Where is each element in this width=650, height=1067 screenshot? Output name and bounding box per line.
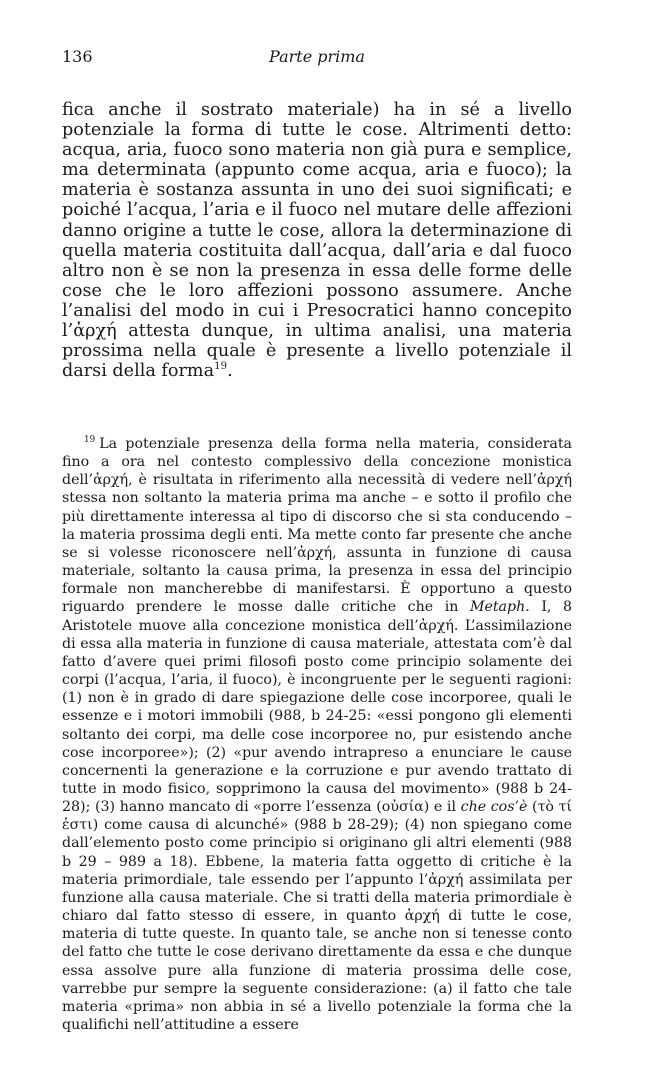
footnote-text-part-1: La potenziale presenza della forma nella materia, considerata fino a ora nel contesto complessivo della concezione monistica dell’ἀρχή, è risultata in riferimento alla necessità di vedere nell’ἀρχή stessa non soltanto la materia prima ma anche – e sotto il profilo che più direttamente interessa al tipo di discorso che si sta conducendo – la materia prossima degli enti. Ma mette conto far presente che anche se si volesse riconoscere nell’ἀρχή, assunta in funzione di causa materiale, soltanto la causa prima, la presenza in essa del principio formale non mancherebbe di manifestarsi. È opportuno a questo riguardo prendere le mosse dalle critiche che in — [62, 436, 572, 616]
page-header — [62, 47, 572, 69]
work-title: Metaph. — [469, 599, 530, 616]
footnote-19 — [62, 435, 572, 1034]
footnote-reference: 19 — [214, 361, 228, 373]
footnote-number: 19 — [84, 435, 96, 446]
footnote-text-part-2: I, 8 Aristotele muove alla concezione monistica dell’ἀρχή. L’assimilazione di essa alla materia in funzione di causa materiale, attestata com’è dal fatto d’avere quei primi filosofi posto come principio solamente dei corpi (l’acqua, l’aria, il fuoco), è incongruente per le seguenti ragioni: (1) non è in grado di dare spiegazione delle cose incorporee, quali le essenze e i motori immobili (988, b 24-25: «essi pongono gli elementi soltanto dei corpi, ma delle cose incorporee no, pur esistendo anche cose incorporee»); (2) «pur avendo intrapreso a enunciare le cause concernenti la generazione e la corruzione e pur avendo trattato di tutte in modo fisico, sopprimono la causa del movimento» (988 b 24-28); (3) hanno mancato di «porre l’essenza (οὐσία) e il — [62, 599, 573, 816]
page-number: 136 — [62, 47, 93, 66]
running-head: Parte prima — [269, 47, 365, 66]
body-text: fica anche il sostrato materiale) ha in sé a livello potenziale la forma di tutte le cose. Altrimenti detto: acqua, aria, fuoco sono materia non già pura e semplice, ma determinata (appunto come acqua, aria e fuoco); la materia è sostanza assunta in uno dei suoi significati; e poiché l’acqua, l’aria e il fuoco nel mutare delle affezioni danno origine a tutte le cose, allora la determinazione di quella materia costituita dall’acqua, dall’aria e dal fuoco altro non è se non la presenza in essa delle forme delle cose che le loro affezioni possono assumere. Anche l’analisi del modo in cui i Presocratici hanno concepito l’ἀρχή attesta dunque, in ultima analisi, una materia prossima nella quale è presente a livello potenziale il darsi della forma — [62, 100, 572, 382]
book-page — [62, 0, 572, 1067]
footnote-text-part-3: (τὸ τί ἐστι) come causa di alcunché» (988 b 28-29); (4) non spiegano come dall’elemento posto come principio si originano gli altri elementi (988 b 29 – 989 a 18). Ebbene, la materia fatta oggetto di critiche è la materia primordiale, tale essendo per l’appunto l’ἀρχή assimilata per funzione alla causa materiale. Che si tratti della materia primordiale è chiaro dal fatto stesso di essere, in quanto ἀρχή di tutte le cose, materia di tutte queste. In quanto tale, se anche non si tenesse conto del fatto che tutte le cose derivano direttamente da essa e che dunque essa assolve pure alla funzione di materia prossima delle cose, varrebbe pur sempre la seguente considerazione: (a) il fatto che tale materia «prima» non abbia in sé a livello potenziale la forma che la qualifichi nell’attitudine a essere — [62, 799, 572, 1033]
body-paragraph: fica anche il sostrato materiale) ha in sé a livello potenziale la forma di tutte le cose. Altrimenti detto: acqua, aria, fuoco sono materia non già pura e semplice, ma determinata (appunto come acqua, aria e fuoco); la materia è sostanza assunta in uno dei suoi significati; e poiché l’acqua, l’aria e il fuoco nel mutare delle affezioni danno origine a tutte le cose, allora la determinazione di quella materia costituita dall’acqua, dall’aria e dal fuoco altro non è se non la presenza in essa delle forme delle cose che le loro affezioni possono assumere. Anche l’analisi del modo in cui i Presocratici hanno concepito l’ἀρχή attesta dunque, in ultima analisi, una materia prossima nella quale è presente a livello potenziale il darsi della forma$^{19}$. — [62, 100, 572, 382]
term-che-cose: che cos’è — [460, 799, 528, 816]
